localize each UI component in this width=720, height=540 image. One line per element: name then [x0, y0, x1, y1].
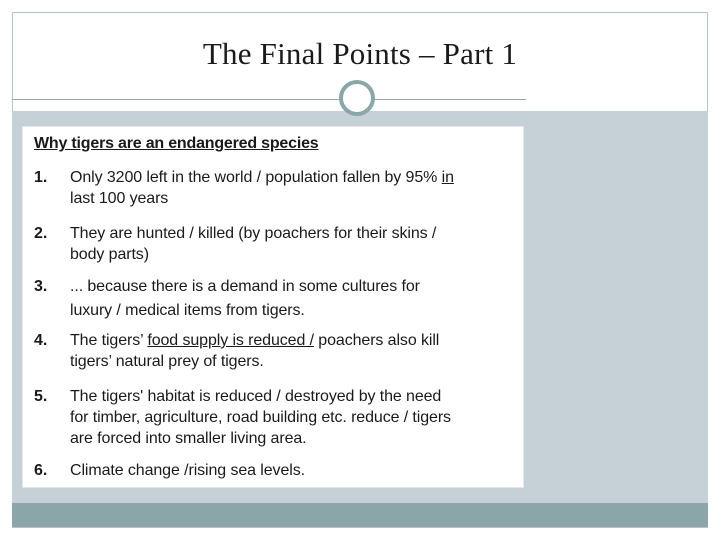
- item-number: 5.: [34, 388, 48, 405]
- item-text: Climate change /rising sea levels.: [70, 462, 305, 479]
- document-image: [22, 126, 524, 488]
- document-heading: Why tigers are an endangered species: [34, 135, 319, 152]
- footer-bar: [12, 503, 708, 527]
- item-text: The tigers' habitat is reduced / destroyed by the need for timber, agriculture, road building etc. reduce / tigers are forced into smaller living area.: [70, 388, 451, 447]
- circle-ornament-icon: [339, 80, 375, 116]
- item-text: Only 3200 left in the world / population fallen by 95% in last 100 years: [70, 169, 454, 207]
- item-text: They are hunted / killed (by poachers for their skins / body parts): [70, 225, 437, 263]
- slide-title: The Final Points – Part 1: [202, 36, 518, 71]
- item-text: The tigers’ food supply is reduced / poachers also kill tigers’ natural prey of tigers.: [70, 332, 440, 370]
- item-text: ... because there is a demand in some cultures for luxury / medical items from tigers.: [70, 278, 420, 319]
- title-divider: [12, 99, 526, 100]
- item-number: 6.: [34, 462, 48, 479]
- item-number: 4.: [34, 332, 48, 349]
- item-number: 2.: [34, 225, 48, 242]
- item-number: 1.: [34, 169, 48, 186]
- item-number: 3.: [34, 278, 48, 295]
